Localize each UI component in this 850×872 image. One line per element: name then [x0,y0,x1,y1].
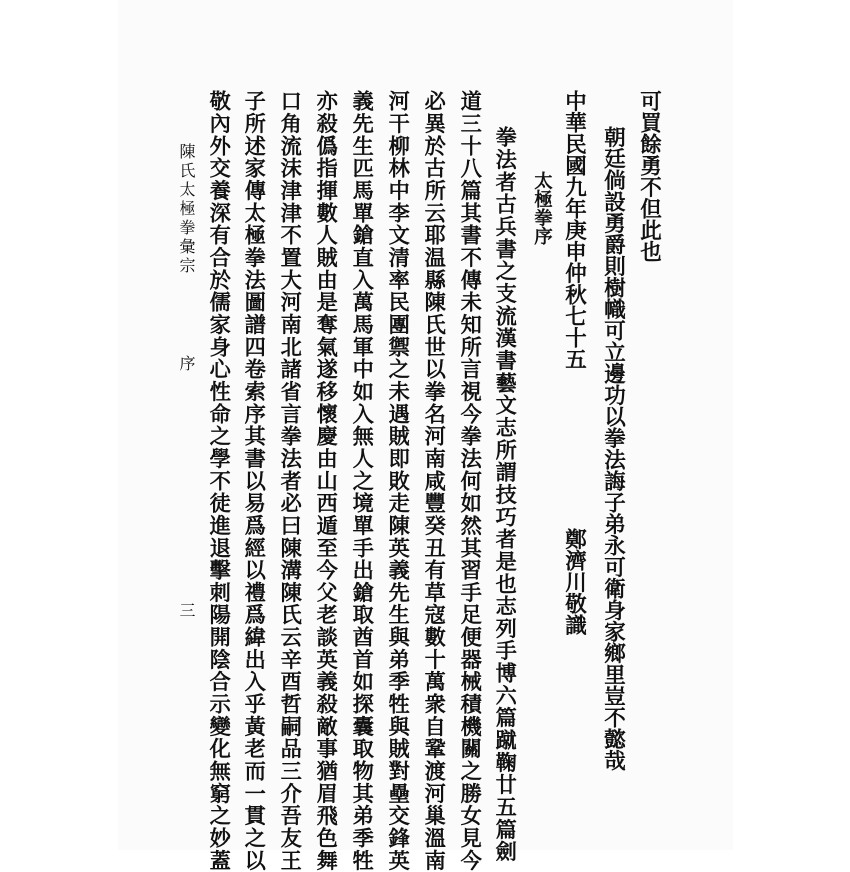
text-column-2: 朝廷倘設勇爵則樹幟可立邊功以拳法誨子弟永可衛身家鄉里豈不懿哉 [600,126,626,771]
signature: 鄭濟川敬識 [561,528,587,636]
book-page [118,0,733,872]
running-title: 陳氏太極拳彙宗 [177,143,196,276]
body-column-3: 必異於古所云耶温縣陳氏世以拳名河南咸豐癸丑有草寇數十萬衆自鞏渡河巢溫南 [422,90,448,872]
section-heading: 太極拳序 [531,171,553,245]
body-column-9: 敬內外交養深有合於儒家身心性命之學不徒進退擊刺陽開陰合示變化無窮之妙蓋 [207,90,233,872]
body-column-5: 義先生匹馬單鎗直入萬馬軍中如入無人之境單手出鎗取酋首如探囊取物其弟季牲 [350,90,376,872]
body-column-4: 河干柳林中李文清率民團禦之未遇賊即敗走陳英義先生與弟季牲與賊對壘交鋒英 [386,90,412,872]
body-column-8: 子所述家傳太極拳法圖譜四卷索序其書以易爲經以禮爲緯出入乎黃老而一貫之以 [242,90,268,872]
text-column-1: 可買餘勇不但此也 [636,90,662,262]
body-column-2: 道三十八篇其書不傳未知所言視今拳法何如然其習手足便器械積機關之勝女見今 [458,90,484,872]
date-line: 中華民國九年庚申仲秋七十五 [561,90,587,370]
body-column-6: 亦殺僞指揮數人賊由是奪氣遂移懷慶由山西遁至今父老談英義殺敵事猶眉飛色舞 [314,90,340,872]
section-label: 序 [177,355,196,374]
body-column-7: 口角流沫津津不置大河南北諸省言拳法者必曰陳溝陳氏云辛酉哲嗣品三介吾友王 [278,90,304,872]
page-number: 三 [177,602,196,621]
body-column-1: 拳法者古兵書之支流漢書藝文志所謂技巧者是也志列手博六篇蹴鞠廿五篇劍 [493,126,519,863]
